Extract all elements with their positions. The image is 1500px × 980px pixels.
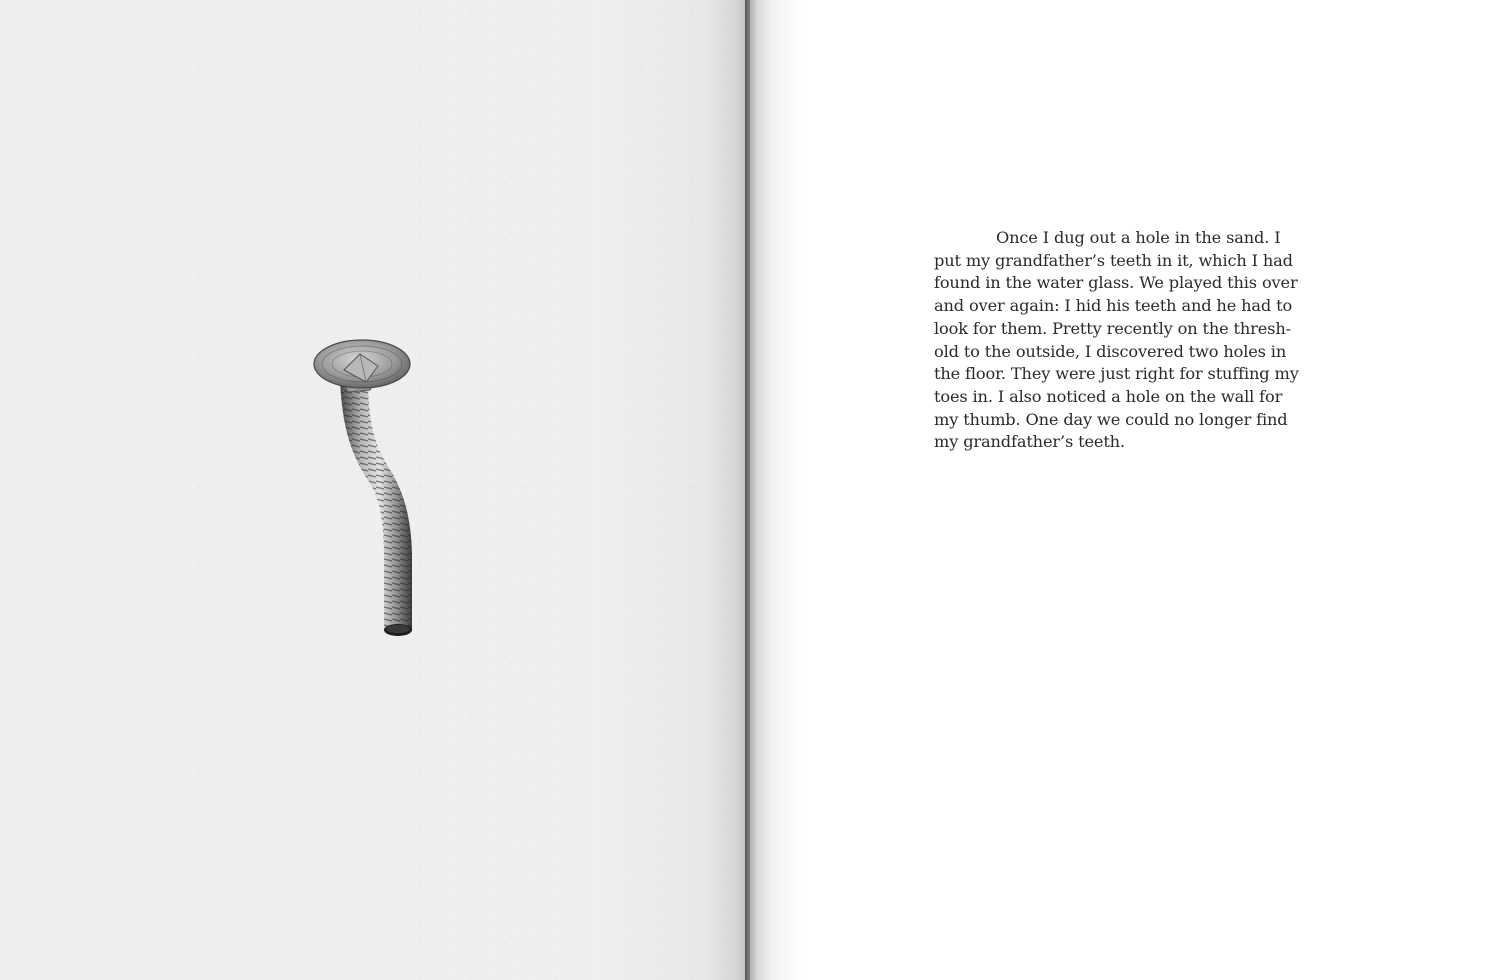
text-line: my grandfather’s teeth.	[934, 432, 1125, 452]
right-page	[750, 0, 1500, 980]
text-line: look for them. Pretty recently on the thresh-	[934, 318, 1291, 338]
text-line: my thumb. One day we could no longer find	[934, 409, 1288, 429]
gutter-shadow-right	[750, 0, 805, 980]
text-line: put my grandfather’s teeth in it, which I had	[934, 250, 1293, 270]
text-line: Once I dug out a hole in the sand. I	[996, 228, 1281, 247]
text-line: and over again: I hid his teeth and he had to	[934, 296, 1293, 316]
text-line: found in the water glass. We played this over	[934, 273, 1298, 293]
bent-bolt-icon	[300, 330, 440, 650]
text-line: the floor. They were just right for stuffing my	[934, 364, 1299, 384]
text-line: old to the outside, I discovered two holes in	[934, 341, 1287, 361]
body-paragraph	[934, 227, 1324, 454]
text-line: toes in. I also noticed a hole on the wall for	[934, 386, 1283, 406]
